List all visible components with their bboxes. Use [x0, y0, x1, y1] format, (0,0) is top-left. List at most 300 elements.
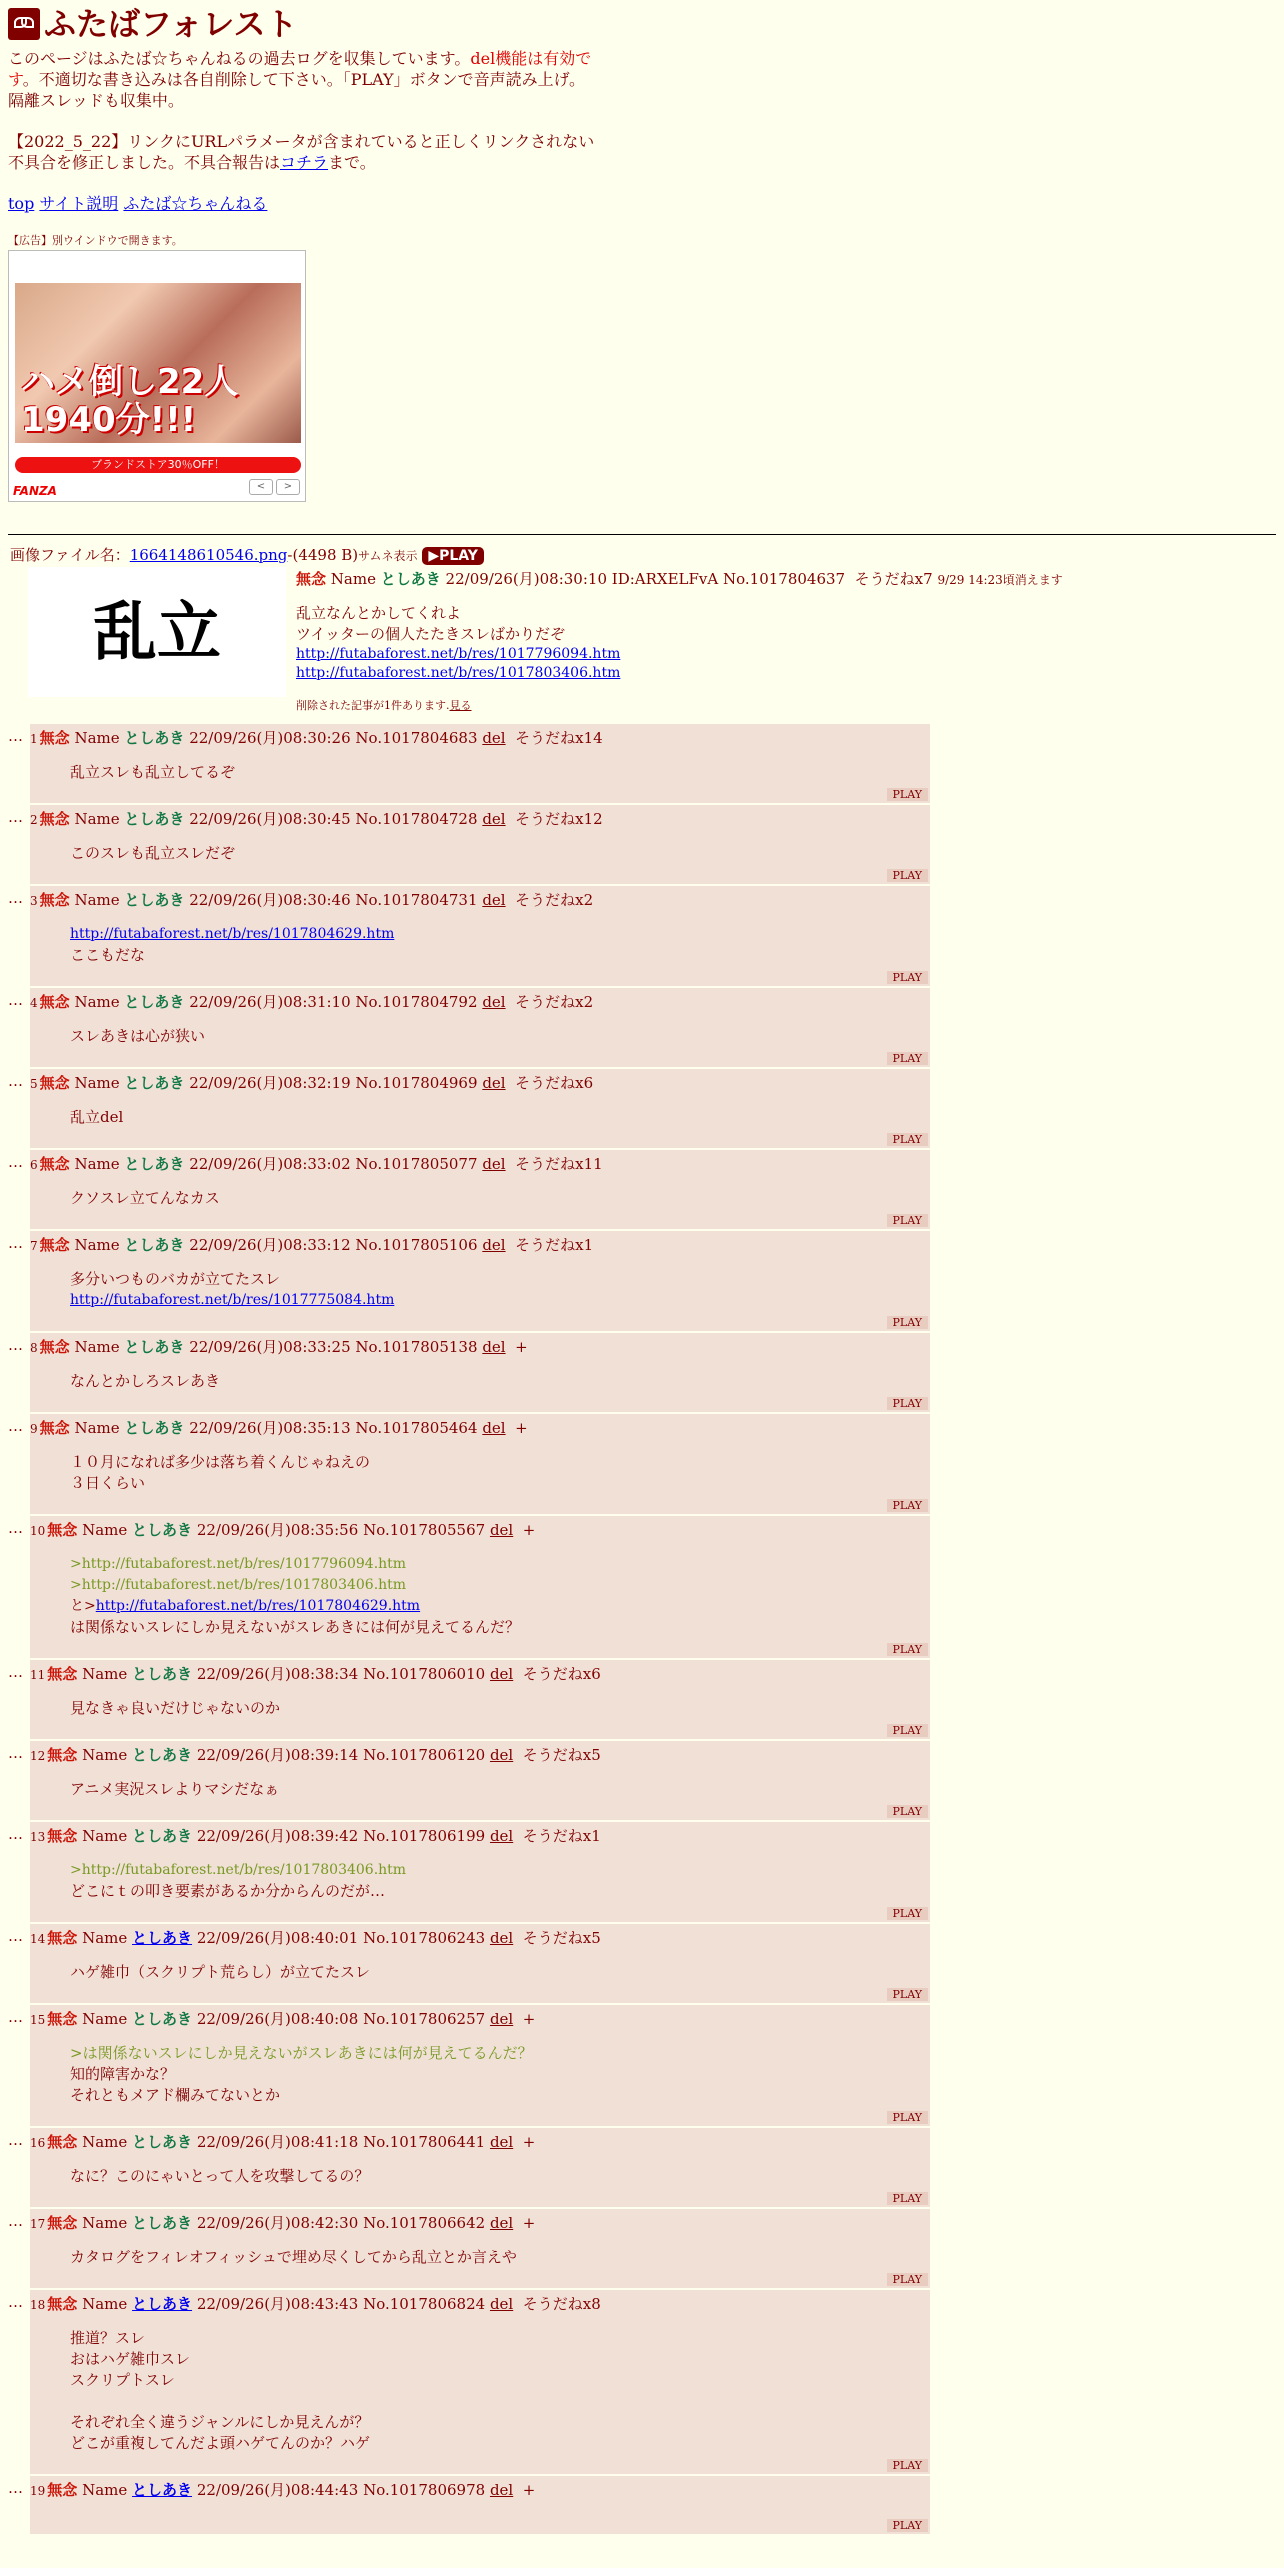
op-thread-link[interactable]: http://futabaforest.net/b/res/1017796094.htm [296, 646, 621, 662]
reply-datetime: 22/09/26(月)08:33:12 [189, 1236, 351, 1254]
op-thumbnail[interactable]: 乱立 [28, 567, 286, 697]
reply-dots: … [8, 1927, 23, 1945]
reply-header [30, 1235, 930, 1257]
reply-line: なんとかしろスレあき [70, 1372, 221, 1390]
reply-line [70, 1290, 930, 1311]
reply-name-label: Name [82, 1521, 128, 1539]
nav-links [8, 193, 1276, 214]
del-link[interactable]: del [482, 810, 506, 828]
reply-body [70, 1779, 930, 1800]
reply-index: 10 [30, 1524, 46, 1538]
reply-row [8, 1660, 1276, 1739]
reply-row [8, 2209, 1276, 2288]
reply-subject: 無念 [47, 1746, 78, 1764]
reply-dots: … [8, 1663, 23, 1681]
reply-post [30, 988, 930, 1067]
reply-subject: 無念 [47, 2481, 78, 2499]
reply-text: と> [70, 1598, 96, 1614]
reply-name-label: Name [74, 993, 120, 1011]
reply-play-button[interactable]: PLAY [887, 2111, 928, 2124]
reply-name-label: Name [82, 2481, 128, 2499]
reply-index: 12 [30, 1749, 46, 1763]
op-sodane[interactable]: そうだねx7 [854, 570, 933, 588]
reply-dots: … [8, 1234, 23, 1252]
reply-quote: >は関係ないスレにしか見えないがスレあきには何が見えてるんだ？ [70, 2044, 533, 2062]
reply-index: 16 [30, 2136, 46, 2150]
sodane-button[interactable]: そうだねx6 [522, 1665, 601, 1683]
reply-post [30, 1660, 930, 1739]
reply-name: としあき [132, 2214, 193, 2232]
reply-line: スレあきは心が狭い [70, 1027, 206, 1045]
reply-line: カタログをフィレオフィッシュで埋め尽くしてから乱立とか言えや [70, 2248, 517, 2266]
reply-header [30, 1073, 930, 1095]
reply-row [8, 805, 1276, 884]
reply-line: は関係ないスレにしか見えないがスレあきには何が見えてるんだ？ [70, 1618, 521, 1636]
reply-index: 8 [30, 1341, 38, 1355]
reply-play-button[interactable]: PLAY [887, 1214, 928, 1227]
reply-header [30, 809, 930, 831]
reply-body [70, 1188, 930, 1209]
reply-dots: … [8, 808, 23, 826]
reply-index: 15 [30, 2013, 46, 2027]
reply-name-label: Name [82, 2133, 128, 2151]
reply-name: としあき [124, 1338, 185, 1356]
divider [8, 534, 1276, 535]
reply-post [30, 724, 930, 803]
reply-line: それぞれ全く違うジャンルにしか見えんが？ [70, 2413, 370, 2431]
reply-line [70, 1596, 930, 1617]
reply-quote: >http://futabaforest.net/b/res/1017803406.htm [70, 1862, 407, 1878]
reply-row [8, 1822, 1276, 1922]
del-link[interactable]: del [489, 1665, 514, 1683]
reply-row [8, 2290, 1276, 2474]
sodane-button[interactable]: そうだねx2 [515, 993, 594, 1011]
reply-datetime: 22/09/26(月)08:39:14 [196, 1746, 359, 1764]
reply-header [30, 992, 930, 1014]
del-link[interactable]: del [482, 891, 506, 909]
del-link[interactable]: del [489, 2481, 514, 2499]
reply-dots: … [8, 1336, 23, 1354]
reply-name-label: Name [82, 1746, 128, 1764]
op-thread-link[interactable]: http://futabaforest.net/b/res/1017803406.htm [296, 665, 621, 681]
del-link[interactable]: del [482, 1419, 506, 1437]
reply-body [70, 1698, 930, 1719]
reply-line: おはハゲ雑巾スレ [70, 2350, 191, 2368]
reply-play-button[interactable]: PLAY [887, 869, 928, 882]
op-datetime: 22/09/26(月)08:30:10 [445, 570, 607, 588]
reply-play-button[interactable]: PLAY [887, 1133, 928, 1146]
reply-line: 見なきゃ良いだけじゃないのか [70, 1699, 281, 1717]
reply-subject: 無念 [47, 2133, 78, 2151]
reply-datetime: 22/09/26(月)08:40:01 [196, 1929, 359, 1947]
reply-name-label: Name [74, 891, 120, 909]
site-title: ふたばフォレスト [44, 5, 298, 43]
reply-subject: 無念 [47, 1827, 78, 1845]
reply-blank-line [70, 2391, 930, 2412]
reply-index: 14 [30, 1932, 46, 1946]
reply-subject: 無念 [47, 1521, 78, 1539]
reply-datetime: 22/09/26(月)08:31:10 [189, 993, 351, 1011]
reply-number: No.1017806010 [363, 1665, 486, 1683]
del-link[interactable]: del [489, 2214, 514, 2232]
reply-play-button[interactable]: PLAY [887, 1643, 928, 1656]
reply-play-button[interactable]: PLAY [887, 1988, 928, 2001]
reply-number: No.1017806257 [363, 2010, 486, 2028]
reply-play-button[interactable]: PLAY [887, 1724, 928, 1737]
reply-dots: … [8, 1072, 23, 1090]
reply-post [30, 805, 930, 884]
nav-futaba-link[interactable]: ふたば☆ちゃんねる [123, 194, 268, 213]
reply-thread-link[interactable]: http://futabaforest.net/b/res/1017804629.htm [70, 926, 395, 942]
reply-post [30, 1333, 930, 1412]
reply-play-button[interactable]: PLAY [887, 1499, 928, 1512]
reply-name-label: Name [82, 1929, 128, 1947]
reply-subject: 無念 [47, 1665, 78, 1683]
ad-image[interactable] [15, 283, 301, 443]
reply-name: としあき [124, 1419, 185, 1437]
del-link[interactable]: del [489, 1521, 514, 1539]
reply-subject: 無念 [47, 2214, 78, 2232]
reply-line: スクリプトスレ [70, 2371, 175, 2389]
notice-text: 【2022_5_22】リンクにURLパラメータが含まれていると正しくリンクされない不具合を修正しました。不具合報告は [8, 132, 595, 172]
reply-row [8, 2005, 1276, 2126]
reply-line: このスレも乱立スレだぞ [70, 844, 236, 862]
reply-quote: >http://futabaforest.net/b/res/1017796094.htm [70, 1556, 407, 1572]
reply-header [30, 2213, 930, 2235]
sodane-button[interactable]: そうだねx5 [522, 1929, 601, 1947]
reply-name-label: Name [74, 1419, 120, 1437]
reply-subject: 無念 [39, 891, 70, 909]
reply-post [30, 2128, 930, 2207]
reply-name-label: Name [74, 1236, 120, 1254]
reply-subject: 無念 [39, 1338, 70, 1356]
op-play-button[interactable]: ▶PLAY [422, 547, 484, 565]
op-text [296, 603, 1063, 683]
reply-datetime: 22/09/26(月)08:30:45 [189, 810, 351, 828]
reply-thread-link[interactable]: http://futabaforest.net/b/res/1017804629.htm [95, 1598, 421, 1614]
ad-banner[interactable] [8, 250, 306, 502]
reply-name-label: Name [82, 1665, 128, 1683]
reply-line: 知的障害かな？ [70, 2065, 176, 2083]
reply-name: としあき [132, 1665, 193, 1683]
op-number: No.1017804637 [723, 570, 846, 588]
sodane-button[interactable]: そうだねx14 [515, 729, 603, 747]
sodane-button[interactable]: そうだねx12 [515, 810, 603, 828]
reply-line: 乱立del [70, 1108, 124, 1126]
deleted-text: 削除された記事が1件あります. [296, 699, 450, 712]
reply-line: ここもだな [70, 946, 146, 964]
reply-subject: 無念 [39, 1236, 70, 1254]
reply-number: No.1017806642 [363, 2214, 486, 2232]
reply-header [30, 2009, 930, 2031]
sodane-button[interactable]: そうだねx5 [522, 1746, 601, 1764]
deleted-show-link[interactable]: 見る [449, 699, 472, 712]
reply-number: No.1017804969 [355, 1074, 478, 1092]
reply-index: 17 [30, 2217, 46, 2231]
reply-datetime: 22/09/26(月)08:44:43 [196, 2481, 359, 2499]
reply-line: どこが重複してんだよ頭ハゲてんのか？ハゲ [70, 2434, 371, 2452]
reply-play-button[interactable]: PLAY [887, 2459, 928, 2472]
reply-subject: 無念 [47, 2295, 78, 2313]
reply-row [8, 2476, 1276, 2534]
reply-line: アニメ実況スレよりマシだなぁ [70, 1780, 280, 1798]
sodane-button[interactable]: そうだねx8 [522, 2295, 601, 2313]
intro-text: このページはふたば☆ちゃんねるの過去ログを収集しています。 [8, 49, 471, 68]
reply-name: としあき [124, 891, 185, 909]
op-file-line [10, 545, 1276, 567]
reply-index: 3 [30, 894, 38, 908]
reply-line: クソスレ立てんなカス [70, 1189, 220, 1207]
reply-subject: 無念 [39, 729, 70, 747]
reply-play-button[interactable]: PLAY [887, 2273, 928, 2286]
ad-next-icon[interactable]: > [276, 479, 300, 495]
sodane-button[interactable]: そうだねx11 [515, 1155, 603, 1173]
reply-number: No.1017805106 [355, 1236, 478, 1254]
deleted-note [296, 695, 1063, 716]
reply-index: 1 [30, 732, 38, 746]
del-link[interactable]: del [482, 1074, 506, 1092]
reply-subject: 無念 [47, 1929, 78, 1947]
ad-store-button[interactable]: ブランドストア30％OFF！ [15, 457, 301, 473]
reply-index: 6 [30, 1158, 38, 1172]
reply-dots: … [8, 1825, 23, 1843]
sodane-button[interactable]: + [522, 2481, 536, 2499]
reply-body [70, 924, 930, 966]
reply-header [30, 1664, 930, 1686]
del-link[interactable]: del [489, 2133, 514, 2151]
futaba-leaf-logo-icon [8, 8, 40, 40]
del-link[interactable]: del [489, 1827, 514, 1845]
reply-datetime: 22/09/26(月)08:30:26 [189, 729, 351, 747]
reply-dots: … [8, 1417, 23, 1435]
reply-row [8, 1741, 1276, 1820]
reply-header [30, 1418, 930, 1440]
fanza-logo: FANZA [13, 484, 57, 498]
reply-name-label: Name [74, 810, 120, 828]
reply-datetime: 22/09/26(月)08:33:25 [189, 1338, 351, 1356]
reply-play-button[interactable]: PLAY [887, 788, 928, 801]
reply-post [30, 1924, 930, 2003]
reply-body [70, 1107, 930, 1128]
del-link[interactable]: del [489, 1746, 514, 1764]
reply-row [8, 1924, 1276, 2003]
reply-body [70, 2166, 930, 2187]
reply-list [8, 724, 1276, 2534]
reply-index: 19 [30, 2484, 46, 2498]
sodane-button[interactable]: + [522, 1521, 536, 1539]
op-line: 乱立なんとかしてくれよ [296, 604, 462, 622]
reply-post [30, 1069, 930, 1148]
reply-line: それともメアド欄みてないとか [70, 2086, 281, 2104]
sodane-button[interactable]: そうだねx6 [515, 1074, 594, 1092]
reply-header [30, 1928, 930, 1950]
op-id: ID:ARXELFvA [611, 570, 719, 588]
ad-prev-icon[interactable]: < [249, 479, 273, 495]
sodane-button[interactable]: + [522, 2214, 536, 2232]
del-link[interactable]: del [489, 2295, 514, 2313]
reply-datetime: 22/09/26(月)08:32:19 [189, 1074, 351, 1092]
reply-name-label: Name [74, 729, 120, 747]
reply-datetime: 22/09/26(月)08:35:56 [196, 1521, 359, 1539]
reply-subject: 無念 [39, 1419, 70, 1437]
reply-play-button[interactable]: PLAY [887, 1052, 928, 1065]
reply-datetime: 22/09/26(月)08:38:34 [196, 1665, 359, 1683]
nav-top-link[interactable]: top [8, 194, 35, 213]
del-link[interactable]: del [482, 1155, 506, 1173]
reply-name-label: Name [74, 1074, 120, 1092]
reply-header [30, 1520, 930, 1542]
reply-header [30, 890, 930, 912]
report-link[interactable]: コチラ [280, 153, 329, 172]
reply-name: としあき [132, 2010, 193, 2028]
reply-name: としあき [124, 1236, 185, 1254]
reply-number: No.1017804683 [355, 729, 478, 747]
reply-line: どこにｔの叩き要素があるか分からんのだが… [70, 1882, 386, 1900]
reply-row [8, 1231, 1276, 1331]
file-size: -(4498 B) [287, 546, 359, 564]
op-header [296, 569, 1063, 591]
reply-line: ハゲ雑巾（スクリプト荒らし）が立てたスレ [70, 1963, 371, 1981]
reply-body [70, 1452, 930, 1494]
reply-play-button[interactable]: PLAY [887, 1805, 928, 1818]
del-link[interactable]: del [482, 1338, 506, 1356]
reply-datetime: 22/09/26(月)08:30:46 [189, 891, 351, 909]
reply-post [30, 2290, 930, 2474]
reply-row [8, 1150, 1276, 1229]
reply-play-button[interactable]: PLAY [887, 1316, 928, 1329]
reply-post [30, 1150, 930, 1229]
reply-index: 4 [30, 996, 38, 1010]
reply-name: としあき [124, 993, 185, 1011]
reply-dots: … [8, 1744, 23, 1762]
reply-body [70, 1554, 930, 1638]
reply-dots: … [8, 2479, 23, 2497]
sodane-button[interactable]: + [522, 2133, 536, 2151]
del-link[interactable]: del [482, 1236, 506, 1254]
reply-name: としあき [124, 729, 185, 747]
reply-index: 13 [30, 1830, 46, 1844]
reply-thread-link[interactable]: http://futabaforest.net/b/res/1017775084.htm [70, 1292, 395, 1308]
file-label: 画像ファイル名： [10, 546, 130, 564]
op-post [28, 569, 1276, 716]
del-link[interactable]: del [489, 1929, 514, 1947]
reply-name: としあき [132, 1521, 193, 1539]
op-file-link[interactable]: 1664148610546.png [129, 546, 288, 564]
sodane-button[interactable]: + [515, 1338, 528, 1356]
reply-header [30, 728, 930, 750]
reply-play-button[interactable]: PLAY [887, 2192, 928, 2205]
reply-number: No.1017805077 [355, 1155, 478, 1173]
reply-dots: … [8, 991, 23, 1009]
sodane-button[interactable]: そうだねx1 [522, 1827, 601, 1845]
nav-about-link[interactable]: サイト説明 [39, 194, 119, 213]
thumb-toggle[interactable]: サムネ表示 [358, 549, 418, 563]
reply-body [70, 2328, 930, 2454]
reply-header [30, 2132, 930, 2154]
reply-dots: … [8, 1153, 23, 1171]
reply-name-label: Name [74, 1338, 120, 1356]
reply-play-button[interactable]: PLAY [887, 1397, 928, 1410]
reply-datetime: 22/09/26(月)08:39:42 [196, 1827, 359, 1845]
op-name-label: Name [330, 570, 376, 588]
reply-play-button[interactable]: PLAY [887, 971, 928, 984]
reply-name: としあき [124, 1155, 185, 1173]
reply-datetime: 22/09/26(月)08:33:02 [189, 1155, 351, 1173]
reply-datetime: 22/09/26(月)08:43:43 [196, 2295, 359, 2313]
reply-body [70, 1860, 930, 1902]
reply-name-link[interactable]: としあき [132, 2481, 193, 2499]
reply-name-link[interactable]: としあき [132, 1929, 193, 1947]
reply-post [30, 2476, 930, 2534]
intro-text-rest: 。不適切な書き込みは各自削除して下さい。「PLAY」ボタンで音声読み上げ。隔離スレッドも収集中。 [8, 70, 585, 110]
reply-line: 乱立スレも乱立してるぞ [70, 763, 236, 781]
reply-dots: … [8, 2131, 23, 2149]
reply-dots: … [8, 2212, 23, 2230]
reply-body [70, 1269, 930, 1311]
reply-play-button[interactable]: PLAY [887, 1907, 928, 1920]
reply-index: 2 [30, 813, 38, 827]
reply-line: なに？このにゃいとって人を攻撃してるの？ [70, 2167, 370, 2185]
reply-row [8, 1069, 1276, 1148]
reply-number: No.1017806978 [363, 2481, 486, 2499]
sodane-button[interactable]: そうだねx2 [515, 891, 594, 909]
reply-number: No.1017806441 [363, 2133, 486, 2151]
reply-number: No.1017806199 [363, 1827, 486, 1845]
reply-name-label: Name [82, 1827, 128, 1845]
op-body [296, 569, 1063, 716]
del-link[interactable]: del [482, 993, 506, 1011]
reply-name-link[interactable]: としあき [132, 2295, 193, 2313]
reply-subject: 無念 [39, 810, 70, 828]
reply-row [8, 886, 1276, 986]
reply-post [30, 1414, 930, 1514]
reply-post [30, 2005, 930, 2126]
reply-line [70, 924, 930, 945]
reply-subject: 無念 [39, 993, 70, 1011]
reply-row [8, 1333, 1276, 1412]
sodane-button[interactable]: そうだねx1 [515, 1236, 594, 1254]
reply-header [30, 1826, 930, 1848]
reply-number: No.1017806120 [363, 1746, 486, 1764]
reply-index: 18 [30, 2298, 46, 2312]
reply-line: 多分いつものバカが立てたスレ [70, 1270, 281, 1288]
reply-row [8, 988, 1276, 1067]
sodane-button[interactable]: + [515, 1419, 528, 1437]
reply-name: としあき [124, 1074, 185, 1092]
sodane-button[interactable]: + [522, 2010, 536, 2028]
reply-line: 推道？スレ [70, 2329, 146, 2347]
reply-datetime: 22/09/26(月)08:35:13 [189, 1419, 351, 1437]
reply-number: No.1017804728 [355, 810, 478, 828]
reply-name: としあき [132, 1827, 193, 1845]
reply-play-button[interactable]: PLAY [887, 2519, 928, 2532]
site-intro [8, 48, 598, 111]
reply-dots: … [8, 889, 23, 907]
reply-number: No.1017804792 [355, 993, 478, 1011]
ad-label: 【広告】別ウインドウで開きます。 [8, 234, 183, 247]
ad-image-text: ハメ倒し22人1940分!!! [21, 362, 239, 440]
del-link[interactable]: del [482, 729, 506, 747]
reply-body [70, 2043, 930, 2106]
reply-post [30, 1231, 930, 1331]
reply-number: No.1017805464 [355, 1419, 478, 1437]
reply-name-label: Name [82, 2295, 128, 2313]
reply-name-label: Name [74, 1155, 120, 1173]
reply-body [70, 843, 930, 864]
del-link[interactable]: del [489, 2010, 514, 2028]
reply-body [70, 1371, 930, 1392]
reply-row [8, 724, 1276, 803]
